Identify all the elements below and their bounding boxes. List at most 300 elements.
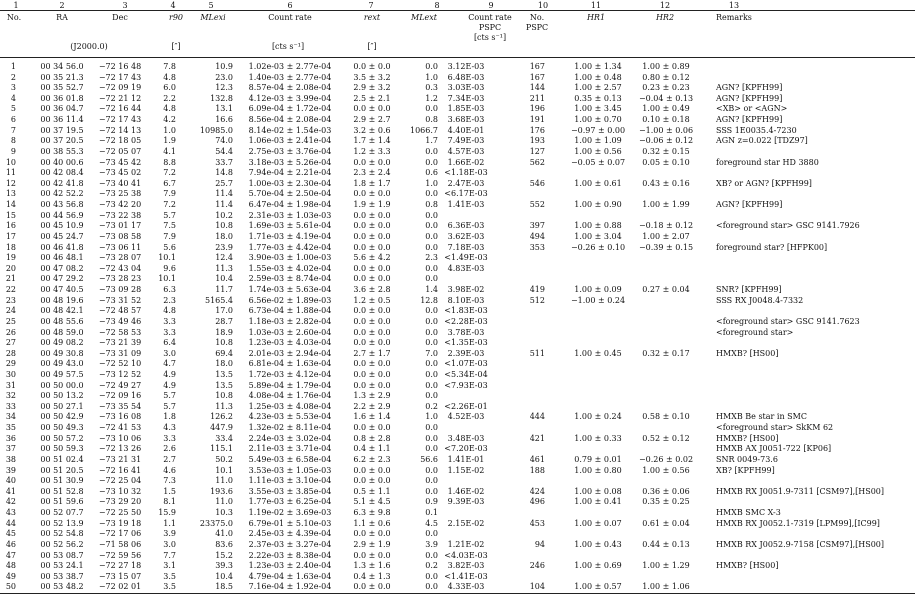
table-cell: SNR? [KPFH99] bbox=[716, 285, 782, 295]
table-cell: SSS 1E0035.4-7230 bbox=[716, 125, 797, 135]
table-cell: 1.3 ± 2.9 bbox=[353, 391, 391, 401]
table-cell: −73 35 54 bbox=[98, 401, 142, 411]
table-cell: −73 45 02 bbox=[98, 168, 142, 178]
table-cell: 3.18e-03 ± 5.26e-04 bbox=[248, 157, 332, 167]
table-cell: 1.00 ± 2.57 bbox=[574, 83, 622, 93]
column-number: 9 bbox=[488, 1, 494, 10]
table-cell: 0.0 bbox=[425, 306, 438, 316]
table-cell: 0.0 bbox=[425, 444, 438, 454]
table-cell: 6.09e-04 ± 1.72e-04 bbox=[248, 104, 332, 114]
table-cell: 6 bbox=[10, 115, 16, 125]
table-cell: 00 52 13.9 bbox=[40, 518, 84, 528]
table-cell: 1.72e-03 ± 4.12e-04 bbox=[248, 369, 332, 379]
table-cell: 00 42 08.4 bbox=[40, 168, 84, 178]
table-cell: 11.0 bbox=[215, 476, 233, 486]
top-rule bbox=[0, 10, 915, 11]
table-cell: 0.3 bbox=[425, 83, 438, 93]
table-cell: 2.9 ± 3.2 bbox=[353, 83, 391, 93]
table-cell: 00 45 24.7 bbox=[40, 231, 84, 241]
table-cell: 0.0 bbox=[425, 465, 438, 475]
table-cell: 1.71e-03 ± 4.19e-04 bbox=[248, 231, 332, 241]
table-cell: 1.19e-02 ± 3.69e-03 bbox=[248, 508, 332, 518]
table-cell: −72 17 43 bbox=[98, 72, 142, 82]
table-cell: 00 36 01.8 bbox=[40, 93, 84, 103]
table-cell: −72 17 43 bbox=[98, 115, 142, 125]
table-cell: 32 bbox=[5, 391, 16, 401]
table-cell: 00 52 54.8 bbox=[40, 529, 84, 539]
table-cell: 1.00 ± 0.56 bbox=[574, 146, 622, 156]
table-cell: 2.9 ± 1.9 bbox=[353, 539, 391, 549]
table-cell: 0.32 ± 0.15 bbox=[642, 146, 690, 156]
table-cell: 15.2 bbox=[215, 550, 233, 560]
table-cell: HMXB? [HS00] bbox=[716, 348, 779, 358]
table-cell: 1.8 ± 1.7 bbox=[353, 178, 391, 188]
table-cell: −72 27 18 bbox=[98, 561, 142, 571]
table-cell: 3.0 bbox=[163, 539, 176, 549]
table-cell: 11.7 bbox=[215, 285, 233, 295]
table-cell: 00 34 56.0 bbox=[40, 62, 84, 71]
table-cell: <1.83E-03 bbox=[444, 306, 488, 316]
table-cell: 15 bbox=[5, 210, 16, 220]
table-cell: 10.8 bbox=[215, 391, 233, 401]
table-cell: 0.36 ± 0.06 bbox=[642, 486, 690, 496]
table-cell: 167 bbox=[529, 72, 545, 82]
table-cell: 40 bbox=[5, 476, 16, 486]
table-cell: 23.0 bbox=[215, 72, 233, 82]
table-cell: 3.9 bbox=[163, 529, 176, 539]
table-cell: −72 16 41 bbox=[98, 465, 142, 475]
column-number: 5 bbox=[208, 1, 214, 10]
table-cell: 00 51 20.5 bbox=[40, 465, 84, 475]
table-cell: 5.1 ± 4.5 bbox=[353, 497, 391, 507]
column-number: 10 bbox=[537, 1, 549, 10]
table-cell: XB? [KPFH99] bbox=[716, 465, 775, 475]
header-hr1: HR1 bbox=[586, 13, 606, 22]
table-cell: 1.03e-03 ± 2.60e-04 bbox=[248, 327, 332, 337]
table-cell: 17 bbox=[5, 231, 16, 241]
table-cell: <1.18E-03 bbox=[444, 168, 488, 178]
table-cell: 4.7 bbox=[163, 359, 176, 369]
table-cell: 18 bbox=[5, 242, 16, 252]
table-cell: 0.52 ± 0.12 bbox=[642, 433, 690, 443]
table-cell: 7.0 bbox=[425, 348, 438, 358]
table-cell: 18.0 bbox=[215, 231, 233, 241]
table-cell: 4.8 bbox=[163, 306, 176, 316]
table-cell: 0.1 bbox=[425, 508, 438, 518]
table-cell: 0.8 bbox=[425, 200, 438, 210]
table-cell: 10.4 bbox=[215, 274, 233, 284]
table-cell: 1.40e-03 ± 2.77e-04 bbox=[248, 72, 332, 82]
table-cell: −72 41 53 bbox=[98, 423, 142, 433]
table-cell: 6.81e-04 ± 1.63e-04 bbox=[248, 359, 332, 369]
table-cell: 00 37 19.5 bbox=[40, 125, 84, 135]
table-cell: 00 50 27.1 bbox=[40, 401, 84, 411]
table-cell: <foreground star> GSC 9141.7926 bbox=[716, 221, 860, 231]
table-cell: −72 05 07 bbox=[98, 146, 142, 156]
table-cell: 546 bbox=[529, 178, 545, 188]
table-cell: 2.9 ± 2.7 bbox=[353, 115, 391, 125]
table-cell: 16.6 bbox=[215, 115, 233, 125]
table-cell: 19 bbox=[5, 253, 16, 263]
table-cell: 1.6 ± 1.4 bbox=[353, 412, 391, 422]
table-cell: 6.3 ± 9.8 bbox=[353, 508, 391, 518]
table-cell: 2.15E-02 bbox=[447, 518, 485, 528]
table-cell: 1.11e-03 ± 3.10e-04 bbox=[248, 476, 332, 486]
table-cell: 2.24e-03 ± 3.02e-04 bbox=[248, 433, 332, 443]
table-cell: 1.00 ± 0.07 bbox=[574, 518, 622, 528]
table-cell: 2.11e-03 ± 3.71e-04 bbox=[248, 444, 332, 454]
table-cell: AGN? [KPFH99] bbox=[716, 115, 783, 125]
table-cell: 0.0 ± 0.0 bbox=[353, 274, 391, 284]
table-cell: 1.00 ± 0.41 bbox=[574, 497, 622, 507]
table-cell: 00 51 30.9 bbox=[40, 476, 84, 486]
table-cell: 41 bbox=[5, 486, 16, 496]
table-cell: 13.5 bbox=[215, 380, 233, 390]
table-cell: 4.9 bbox=[163, 380, 176, 390]
header-no-pspc-2: PSPC bbox=[525, 23, 549, 32]
table-cell: 00 40 00.6 bbox=[40, 157, 84, 167]
table-cell: 1.00 ± 0.69 bbox=[574, 561, 622, 571]
table-cell: 3.62E-03 bbox=[447, 231, 485, 241]
table-cell: 28.7 bbox=[215, 316, 233, 326]
table-cell: 1.0 bbox=[425, 178, 438, 188]
table-cell: 00 50 42.9 bbox=[40, 412, 84, 422]
table-cell: 6.0 bbox=[163, 83, 176, 93]
table-cell: 56.6 bbox=[420, 454, 438, 464]
table-cell: HMXB AX J0051-722 [KP06] bbox=[716, 444, 832, 454]
table-cell: 1.55e-03 ± 4.02e-04 bbox=[248, 263, 332, 273]
table-cell: 2.3 bbox=[425, 253, 438, 263]
table-cell: 10.2 bbox=[215, 210, 233, 220]
table-cell: 10.1 bbox=[158, 253, 176, 263]
header-count-rate-pspc: Count rate bbox=[468, 13, 512, 22]
header-unit-r90: [″] bbox=[171, 42, 181, 51]
table-cell: 0.0 bbox=[425, 231, 438, 241]
table-cell: −0.06 ± 0.12 bbox=[638, 136, 694, 146]
table-cell: <2.28E-03 bbox=[444, 316, 488, 326]
table-cell: 3.90e-03 ± 1.00e-03 bbox=[248, 253, 332, 263]
table-cell: 1.69e-03 ± 5.61e-04 bbox=[248, 221, 332, 231]
table-cell: 00 52 07.7 bbox=[40, 508, 84, 518]
table-cell: 5.70e-04 ± 2.50e-04 bbox=[248, 189, 332, 199]
table-cell: 00 50 57.2 bbox=[40, 433, 84, 443]
table-cell: 42 bbox=[5, 497, 16, 507]
table-cell: 424 bbox=[529, 486, 545, 496]
table-cell: 18.9 bbox=[215, 327, 233, 337]
table-cell: 1.7 bbox=[425, 136, 438, 146]
table-cell: 94 bbox=[534, 539, 545, 549]
table-cell: 2.75e-03 ± 3.76e-04 bbox=[248, 146, 332, 156]
table-cell: −73 10 06 bbox=[98, 433, 142, 443]
header-hr2: HR2 bbox=[655, 13, 675, 22]
table-cell: 2.2 ± 2.9 bbox=[353, 401, 391, 411]
column-number: 2 bbox=[59, 1, 65, 10]
table-cell: −73 01 17 bbox=[98, 221, 142, 231]
column-number: 8 bbox=[434, 1, 440, 10]
table-cell: 6.47e-04 ± 1.98e-04 bbox=[248, 200, 332, 210]
table-cell: <1.41E-03 bbox=[444, 571, 488, 581]
table-cell: 00 37 20.5 bbox=[40, 136, 84, 146]
table-cell: <7.93E-03 bbox=[444, 380, 488, 390]
table-cell: 0.2 bbox=[425, 561, 438, 571]
table-cell: 33.7 bbox=[215, 157, 233, 167]
table-cell: 6.4 bbox=[163, 338, 176, 348]
table-cell: 1.0 bbox=[425, 72, 438, 82]
table-cell: 1.32e-02 ± 8.11e-04 bbox=[248, 423, 332, 433]
table-cell: 127 bbox=[529, 146, 545, 156]
table-cell: 27 bbox=[5, 338, 16, 348]
table-cell: −73 31 09 bbox=[98, 348, 142, 358]
table-cell: 8.57e-04 ± 2.08e-04 bbox=[248, 83, 332, 93]
table-cell: 00 49 43.0 bbox=[40, 359, 84, 369]
table-cell: 132.8 bbox=[210, 93, 233, 103]
table-cell: 7.9 bbox=[163, 189, 176, 199]
table-cell: 6.2 ± 2.3 bbox=[353, 454, 391, 464]
table-cell: 1.00 ± 1.29 bbox=[642, 561, 690, 571]
table-cell: 0.0 bbox=[425, 104, 438, 114]
header-no-pspc: No. bbox=[529, 13, 545, 22]
table-cell: 0.10 ± 0.18 bbox=[642, 115, 690, 125]
table-cell: 6.3 bbox=[163, 285, 176, 295]
table-cell: 2.2 bbox=[163, 93, 176, 103]
table-cell: 0.0 bbox=[425, 338, 438, 348]
header-unit-count-rate-pspc: [cts s⁻¹] bbox=[473, 33, 507, 42]
table-cell: 0.35 ± 0.25 bbox=[642, 497, 690, 507]
table-cell: 0.0 ± 0.0 bbox=[353, 263, 391, 273]
table-cell: 8.10E-03 bbox=[447, 295, 485, 305]
table-cell: −73 21 31 bbox=[98, 454, 142, 464]
table-cell: 511 bbox=[529, 348, 545, 358]
table-cell: 353 bbox=[529, 242, 545, 252]
table-cell: 30 bbox=[5, 369, 16, 379]
table-cell: 4.12e-03 ± 3.99e-04 bbox=[248, 93, 332, 103]
table-cell: 4.2 bbox=[163, 115, 176, 125]
table-cell: 3.48E-03 bbox=[447, 433, 485, 443]
table-cell: 00 49 57.5 bbox=[40, 369, 84, 379]
table-cell: 26 bbox=[5, 327, 16, 337]
table-cell: 0.0 ± 0.0 bbox=[353, 423, 391, 433]
header-count-rate: Count rate bbox=[268, 13, 312, 22]
table-cell: 0.61 ± 0.04 bbox=[642, 518, 690, 528]
table-cell: 0.0 bbox=[425, 157, 438, 167]
table-cell: 0.0 ± 0.0 bbox=[353, 210, 391, 220]
table-cell: 45 bbox=[5, 529, 16, 539]
table-cell: 11.4 bbox=[215, 189, 233, 199]
table-cell: 1 bbox=[10, 62, 16, 71]
table-cell: 1.0 bbox=[425, 412, 438, 422]
table-cell: 6.7 bbox=[163, 178, 176, 188]
table-cell: 00 48 55.6 bbox=[40, 316, 84, 326]
table-cell: −73 29 20 bbox=[98, 497, 142, 507]
table-cell: 12.8 bbox=[420, 295, 438, 305]
header-unit-count-rate: [cts s⁻¹] bbox=[271, 42, 305, 51]
table-cell: 00 50 00.0 bbox=[40, 380, 84, 390]
table-cell: 0.4 ± 1.3 bbox=[353, 571, 391, 581]
table-cell: −72 18 05 bbox=[98, 136, 142, 146]
table-cell: 00 49 30.8 bbox=[40, 348, 84, 358]
table-cell: 1.00 ± 0.08 bbox=[574, 486, 622, 496]
table-cell: 0.27 ± 0.04 bbox=[642, 285, 690, 295]
table-cell: 10.1 bbox=[215, 465, 233, 475]
table-cell: 0.43 ± 0.16 bbox=[642, 178, 690, 188]
table-cell: 512 bbox=[529, 295, 545, 305]
table-cell: 5.7 bbox=[163, 210, 176, 220]
table-cell: 00 52 56.2 bbox=[40, 539, 84, 549]
table-cell: <1.07E-03 bbox=[444, 359, 488, 369]
table-cell: 46 bbox=[5, 539, 16, 549]
table-cell: 4.5 bbox=[425, 518, 438, 528]
table-cell: 191 bbox=[529, 115, 545, 125]
table-cell: 0.05 ± 0.10 bbox=[642, 157, 690, 167]
table-cell: −73 09 28 bbox=[98, 285, 142, 295]
table-cell: 18.5 bbox=[215, 582, 233, 592]
table-cell: 0.8 ± 2.8 bbox=[353, 433, 391, 443]
table-cell: <foreground star> GSC 9141.7623 bbox=[716, 316, 860, 326]
table-cell: 74.0 bbox=[215, 136, 233, 146]
header-remarks: Remarks bbox=[716, 13, 752, 22]
table-cell: −72 48 57 bbox=[98, 306, 142, 316]
column-number: 7 bbox=[368, 1, 374, 10]
table-cell: 0.0 bbox=[425, 529, 438, 539]
table-cell: −72 25 50 bbox=[98, 508, 142, 518]
table-cell: 00 46 48.1 bbox=[40, 253, 84, 263]
table-cell: 3.53e-03 ± 1.05e-03 bbox=[248, 465, 332, 475]
table-cell: 1.06e-03 ± 2.41e-04 bbox=[248, 136, 332, 146]
table-cell: 5.6 ± 4.2 bbox=[353, 253, 391, 263]
table-cell: 1.02e-03 ± 2.77e-04 bbox=[248, 62, 332, 71]
table-cell: HMXB? [HS00] bbox=[716, 433, 779, 443]
table-cell: 0.0 ± 0.0 bbox=[353, 157, 391, 167]
table-cell: 31 bbox=[5, 380, 16, 390]
table-cell: 7.49E-03 bbox=[447, 136, 485, 146]
table-cell: 13.1 bbox=[215, 104, 233, 114]
table-cell: HMXB RX J0051.9-7311 [CSM97],[HS00] bbox=[716, 486, 884, 496]
table-cell: 00 42 41.8 bbox=[40, 178, 84, 188]
table-cell: 453 bbox=[529, 518, 545, 528]
table-cell: 0.0 bbox=[425, 242, 438, 252]
table-cell: 0.0 bbox=[425, 146, 438, 156]
table-cell: 1.1 bbox=[163, 518, 176, 528]
table-cell: −72 02 01 bbox=[98, 582, 142, 592]
table-cell: 0.0 bbox=[425, 316, 438, 326]
table-cell: 10985.0 bbox=[199, 125, 233, 135]
table-cell: 1.0 bbox=[163, 125, 176, 135]
table-cell: 0.79 ± 0.01 bbox=[574, 454, 622, 464]
table-cell: −72 43 04 bbox=[98, 263, 142, 273]
table-cell: 1.46E-02 bbox=[447, 486, 485, 496]
table-cell: 3.68E-03 bbox=[447, 115, 485, 125]
table-cell: 00 45 10.9 bbox=[40, 221, 84, 231]
table-cell: 50 bbox=[5, 582, 16, 592]
table-cell: 5.7 bbox=[163, 391, 176, 401]
table-cell: 1.2 ± 3.3 bbox=[353, 146, 391, 156]
table-cell: 17.0 bbox=[215, 306, 233, 316]
table-cell: 6.79e-01 ± 5.10e-03 bbox=[248, 518, 332, 528]
table-cell: 4.57E-03 bbox=[447, 146, 485, 156]
table-cell: 188 bbox=[529, 465, 545, 475]
table-cell: 34 bbox=[5, 412, 16, 422]
table-cell: 1.23e-03 ± 2.40e-04 bbox=[248, 561, 332, 571]
table-cell: 44 bbox=[5, 518, 16, 528]
table-cell: 1.00 ± 0.70 bbox=[574, 115, 622, 125]
table-cell: −71 58 06 bbox=[98, 539, 142, 549]
table-cell: 0.0 ± 0.0 bbox=[353, 529, 391, 539]
table-cell: 0.0 bbox=[425, 571, 438, 581]
table-cell: 0.5 ± 1.1 bbox=[353, 486, 391, 496]
table-cell: 444 bbox=[529, 412, 545, 422]
table-cell: 00 35 21.3 bbox=[40, 72, 84, 82]
table-cell: 14.8 bbox=[215, 168, 233, 178]
table-cell: 28 bbox=[5, 348, 16, 358]
table-cell: 0.0 ± 0.0 bbox=[353, 550, 391, 560]
table-cell: 00 35 52.7 bbox=[40, 83, 84, 93]
table-cell: <7.20E-03 bbox=[444, 444, 488, 454]
table-cell: foreground star? [HFPK00] bbox=[716, 242, 828, 252]
table-cell: 4.8 bbox=[163, 104, 176, 114]
table-cell: 10.8 bbox=[215, 338, 233, 348]
table-cell: 00 47 08.2 bbox=[40, 263, 84, 273]
table-cell: −73 06 11 bbox=[98, 242, 142, 252]
table-cell: 3.3 bbox=[163, 433, 176, 443]
table-cell: 8.1 bbox=[163, 497, 176, 507]
table-cell: 00 53 08.7 bbox=[40, 550, 84, 560]
table-cell: HMXB RX J0052.1-7319 [LPM99],[IC99] bbox=[716, 518, 880, 528]
table-cell: 3 bbox=[10, 83, 16, 93]
table-cell: 0.0 ± 0.0 bbox=[353, 104, 391, 114]
table-cell: <4.03E-03 bbox=[444, 550, 488, 560]
table-cell: 1.3 ± 1.6 bbox=[353, 561, 391, 571]
table-cell: 1.41E-01 bbox=[447, 454, 485, 464]
table-cell: 0.0 bbox=[425, 369, 438, 379]
table-cell: 0.0 ± 0.0 bbox=[353, 476, 391, 486]
table-cell: −73 25 38 bbox=[98, 189, 142, 199]
table-cell: −73 15 07 bbox=[98, 571, 142, 581]
table-cell: 16 bbox=[5, 221, 16, 231]
table-cell: 9.39E-03 bbox=[447, 497, 485, 507]
table-cell: 00 51 59.6 bbox=[40, 497, 84, 507]
table-cell: 0.0 bbox=[425, 582, 438, 592]
table-cell: 0.0 ± 0.0 bbox=[353, 316, 391, 326]
table-cell: −72 13 26 bbox=[98, 444, 142, 454]
table-cell: 1.00e-03 ± 2.30e-04 bbox=[248, 178, 332, 188]
table-cell: 7.2 bbox=[163, 200, 176, 210]
table-cell: 37 bbox=[5, 444, 16, 454]
table-cell: 5165.4 bbox=[205, 295, 233, 305]
table-cell: 10.9 bbox=[215, 62, 233, 71]
table-cell: 38 bbox=[5, 454, 16, 464]
table-cell: 0.0 bbox=[425, 62, 438, 71]
table-cell: 20 bbox=[5, 263, 16, 273]
table-cell: 10.4 bbox=[215, 571, 233, 581]
table-cell: 0.0 ± 0.0 bbox=[353, 359, 391, 369]
table-cell: 54.4 bbox=[215, 146, 233, 156]
table-cell: 6.56e-02 ± 1.89e-03 bbox=[248, 295, 332, 305]
table-cell: 39 bbox=[5, 465, 16, 475]
table-cell: 1.00 ± 0.57 bbox=[574, 582, 622, 592]
table-cell: 4.33E-03 bbox=[447, 582, 485, 592]
table-cell: 11.4 bbox=[215, 200, 233, 210]
table-cell: 36 bbox=[5, 433, 16, 443]
table-cell: 0.0 bbox=[425, 380, 438, 390]
table-cell: 421 bbox=[529, 433, 545, 443]
table-cell: 3.6 ± 2.8 bbox=[353, 285, 391, 295]
table-cell: 1.25e-03 ± 4.08e-04 bbox=[248, 401, 332, 411]
table-cell: 7.2 bbox=[163, 168, 176, 178]
column-number: 3 bbox=[122, 1, 128, 10]
table-cell: 0.35 ± 0.13 bbox=[574, 93, 622, 103]
table-cell: 48 bbox=[5, 561, 16, 571]
table-cell: 494 bbox=[529, 231, 545, 241]
